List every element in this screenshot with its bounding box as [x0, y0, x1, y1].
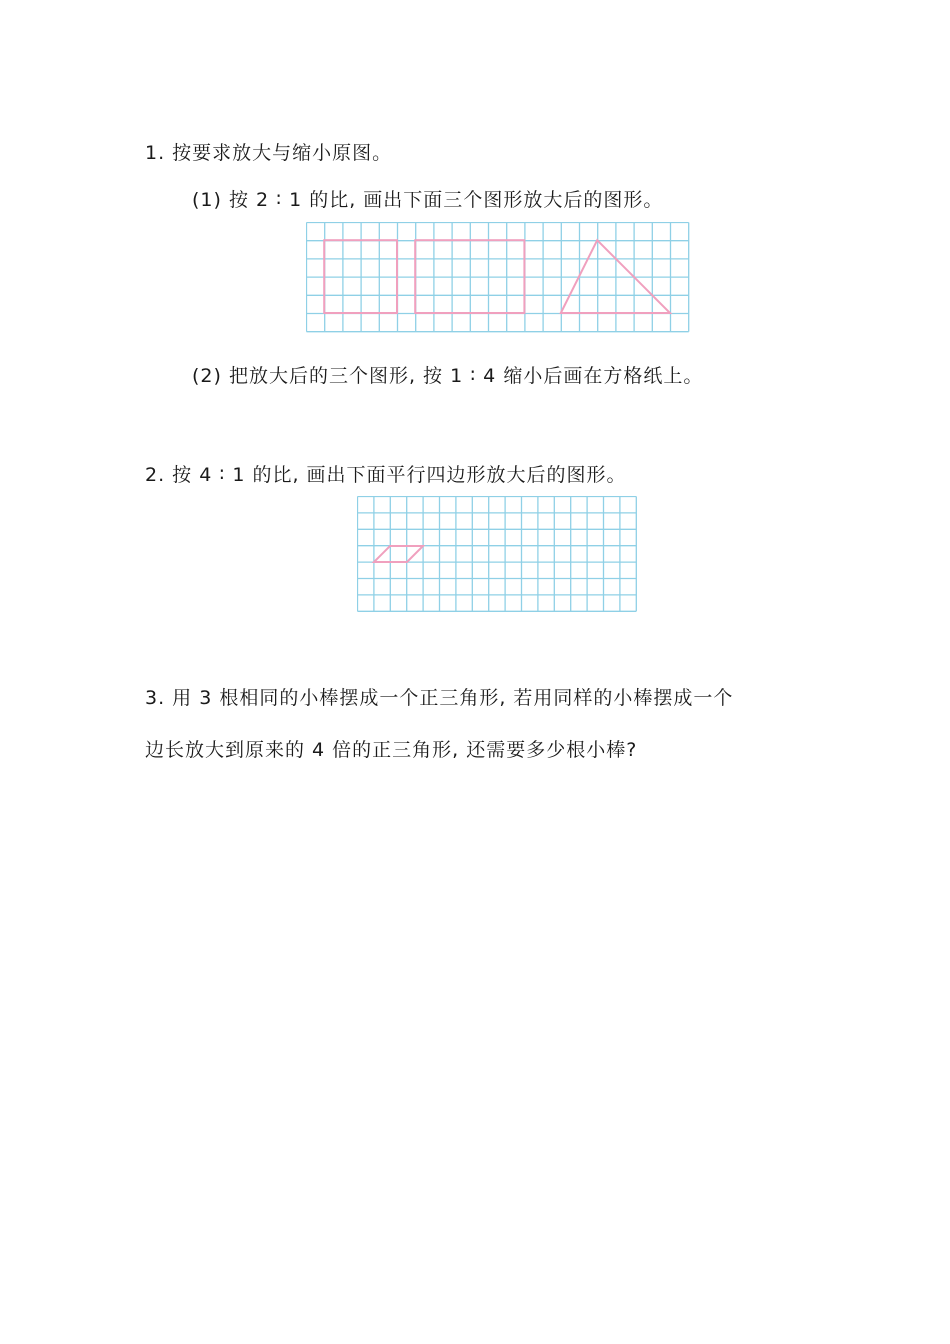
- q1-part2-text: (2) 把放大后的三个图形, 按 1 ∶ 4 缩小后画在方格纸上。: [192, 365, 704, 387]
- q2-parallelogram-shape: [374, 546, 423, 562]
- q3-line1: 3. 用 3 根相同的小棒摆成一个正三角形, 若用同样的小棒摆成一个: [145, 687, 734, 709]
- q1-grid: [306, 222, 690, 336]
- q2-title: 2. 按 4 ∶ 1 的比, 画出下面平行四边形放大后的图形。: [145, 464, 627, 486]
- q2-grid: [357, 496, 638, 614]
- q1-title: 1. 按要求放大与缩小原图。: [145, 142, 393, 164]
- q3-line2: 边长放大到原来的 4 倍的正三角形, 还需要多少根小棒?: [145, 739, 638, 761]
- q1-part1-text: (1) 按 2 ∶ 1 的比, 画出下面三个图形放大后的图形。: [192, 189, 664, 211]
